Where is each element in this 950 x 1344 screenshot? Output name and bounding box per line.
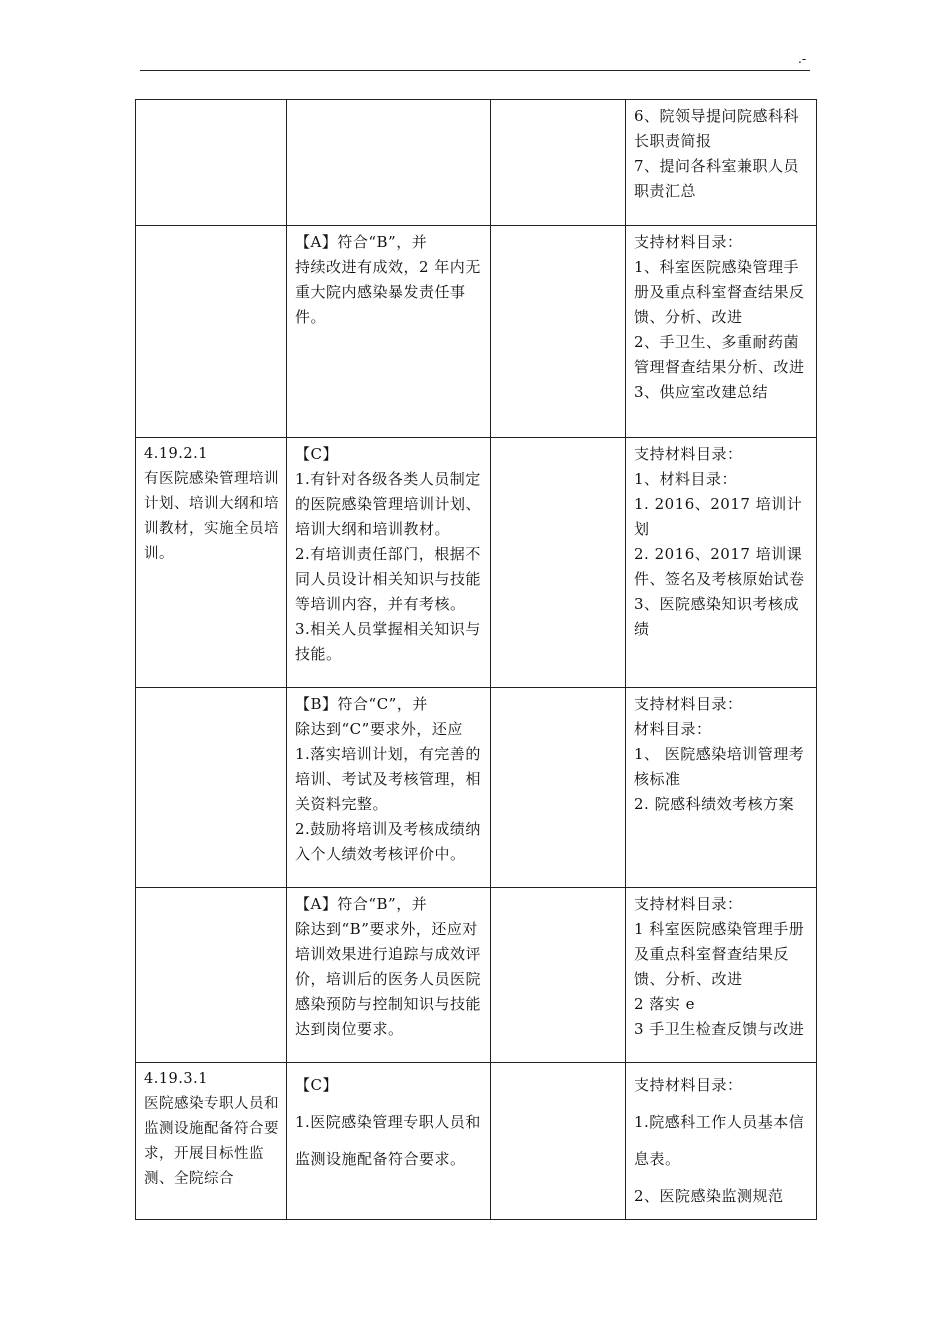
cell-text-line: 有医院感染管理培训计划、培训大纲和培训教材，实施全员培训。 [144, 471, 279, 562]
materials-cell [626, 226, 817, 438]
grade-cell [287, 1063, 491, 1220]
cell-text-line: 3、医院感染知识考核成绩 [634, 595, 800, 638]
cell-text-line: 2.鼓励将培训及考核成绩纳入个人绩效考核评价中。 [295, 820, 481, 863]
cell-text-line: 1、科室医院感染管理手册及重点科室督查结果反馈、分析、改进 [634, 258, 805, 326]
cell-text-line: 持续改进有成效，2 年内无重大院内感染暴发责任事件。 [295, 258, 481, 326]
cell-text-line: 支持材料目录： [634, 445, 743, 463]
cell-text-line: 除达到“C”要求外，还应 [295, 720, 463, 738]
assessment-cell [491, 1063, 626, 1220]
criterion-cell [136, 100, 287, 226]
assessment-cell [491, 100, 626, 226]
cell-text-line: 支持材料目录： [634, 233, 743, 251]
cell-text-line: 2. 院感科绩效考核方案 [634, 795, 795, 813]
cell-text-line: 【C】 [295, 445, 338, 463]
cell-text-line: 1.医院感染管理专职人员和监测设施配备符合要求。 [295, 1113, 481, 1168]
header-mark: .- [798, 52, 807, 66]
cell-text-line: 支持材料目录： [634, 1076, 743, 1094]
cell-text-line: 除达到“B”要求外，还应对培训效果进行追踪与成效评价，培训后的医务人员医院感染预防与控制知识与技能达到岗位要求。 [295, 920, 482, 1038]
cell-text-line: 3、供应室改建总结 [634, 383, 769, 401]
cell-text-line: 1. 2016、2017 培训计划 [634, 495, 803, 538]
cell-text-line: 1、材料目录： [634, 470, 738, 488]
header-rule [140, 70, 810, 71]
cell-text-line: 支持材料目录： [634, 895, 743, 913]
table-row [136, 1063, 817, 1220]
cell-text-line: 7、提问各科室兼职人员职责汇总 [634, 157, 800, 200]
cell-text-line: 1.院感科工作人员基本信息表。 [634, 1113, 805, 1168]
cell-text-line: 3.相关人员掌握相关知识与技能。 [295, 620, 481, 663]
table-row [136, 226, 817, 438]
grade-cell [287, 888, 491, 1063]
cell-text-line: 【A】符合“B”，并 [295, 895, 428, 913]
cell-text-line: 【A】符合“B”，并 [295, 233, 428, 251]
grade-cell [287, 438, 491, 688]
materials-cell [626, 438, 817, 688]
cell-text-line: 2、手卫生、多重耐药菌管理督查结果分析、改进 [634, 333, 805, 376]
criterion-cell [136, 888, 287, 1063]
cell-text-line: 1、 医院感染培训管理考核标准 [634, 745, 805, 788]
assessment-cell [491, 688, 626, 888]
table-row [136, 100, 817, 226]
cell-text-line: 2 落实 e [634, 995, 695, 1013]
criterion-cell [136, 688, 287, 888]
cell-text-line: 1.有针对各级各类人员制定的医院感染管理培训计划、培训大纲和培训教材。 [295, 470, 482, 538]
grade-cell [287, 100, 491, 226]
cell-text-line: 2.有培训责任部门，根据不同人员设计相关知识与技能等培训内容，并有考核。 [295, 545, 482, 613]
cell-text-line: 3 手卫生检查反馈与改进 [634, 1020, 805, 1038]
grade-cell [287, 226, 491, 438]
cell-text-line: 2. 2016、2017 培训课件、签名及考核原始试卷 [634, 545, 805, 588]
cell-text-line: 材料目录： [634, 720, 712, 738]
materials-cell [626, 100, 817, 226]
cell-text-line: 支持材料目录： [634, 695, 743, 713]
table-row [136, 688, 817, 888]
cell-text-line: 1 科室医院感染管理手册及重点科室督查结果反馈、分析、改进 [634, 920, 805, 988]
criterion-cell [136, 226, 287, 438]
table-row [136, 438, 817, 688]
cell-text-line: 6、院领导提问院感科科长职责简报 [634, 107, 800, 150]
criterion-cell [136, 1063, 287, 1220]
criterion-cell [136, 438, 287, 688]
assessment-cell [491, 888, 626, 1063]
materials-cell [626, 1063, 817, 1220]
assessment-cell [491, 438, 626, 688]
materials-cell [626, 688, 817, 888]
grade-cell [287, 688, 491, 888]
cell-text-line: 4.19.2.1 [144, 446, 208, 462]
assessment-cell [491, 226, 626, 438]
cell-text-line: 【C】 [295, 1076, 338, 1094]
materials-cell [626, 888, 817, 1063]
table-row [136, 888, 817, 1063]
cell-text-line: 4.19.3.1 [144, 1071, 208, 1087]
cell-text-line: 【B】符合“C”，并 [295, 695, 428, 713]
standards-table [135, 99, 817, 1220]
cell-text-line: 2、医院感染监测规范 [634, 1187, 784, 1205]
cell-text-line: 1.落实培训计划，有完善的培训、考试及考核管理，相关资料完整。 [295, 745, 482, 813]
cell-text-line: 医院感染专职人员和监测设施配备符合要求，开展目标性监测、全院综合 [144, 1096, 279, 1187]
